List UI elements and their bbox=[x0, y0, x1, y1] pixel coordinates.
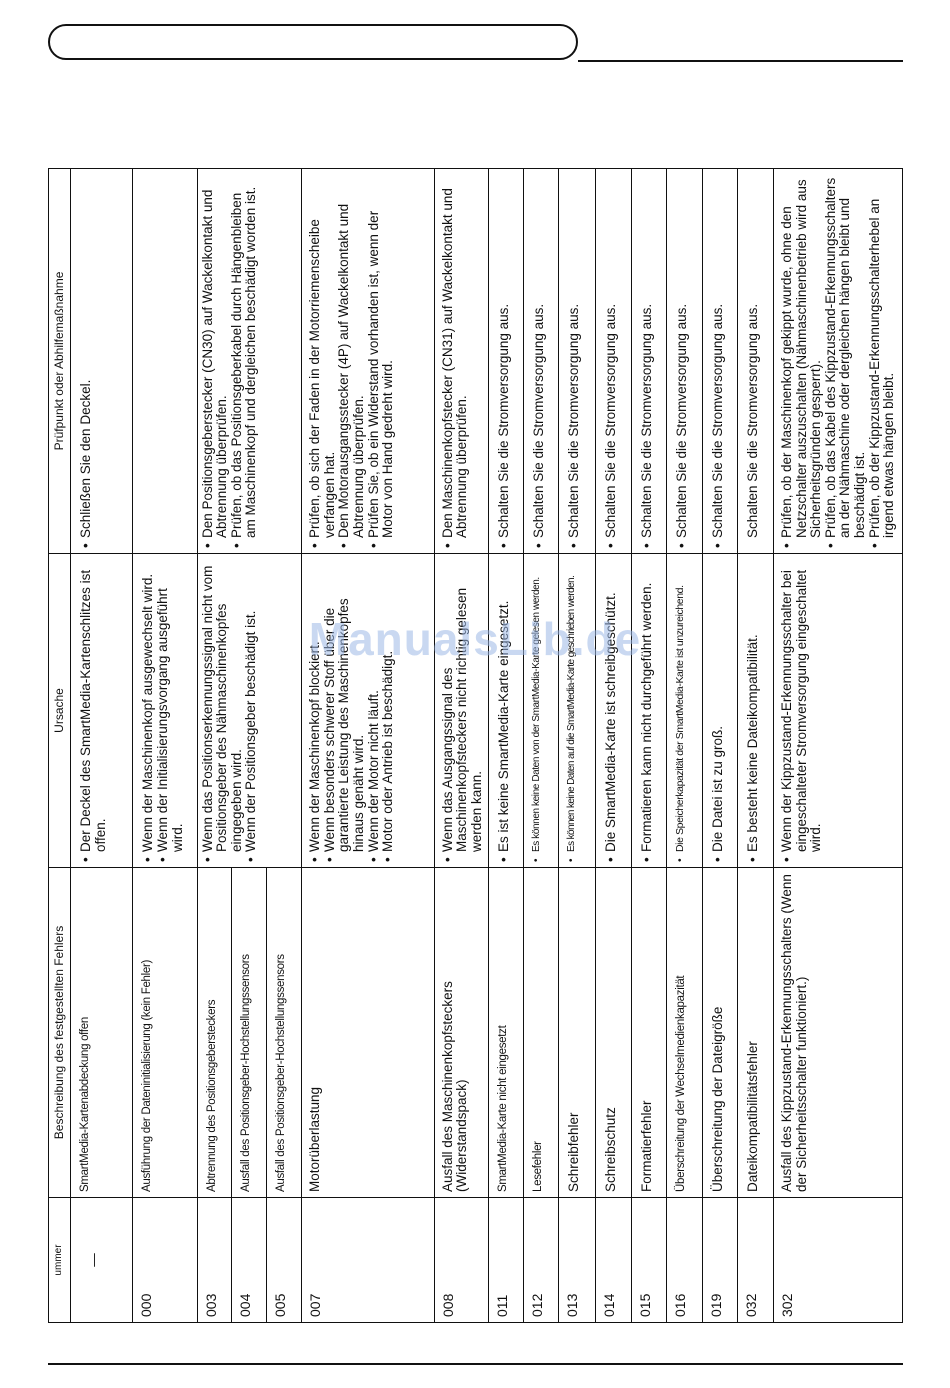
header-pruefpunkt: Prüfpunkt oder Abhilfemaßnahme bbox=[49, 169, 71, 554]
error-remedy: • Schalten Sie die Stromversorgung aus. bbox=[523, 169, 559, 554]
table-row bbox=[434, 169, 489, 1323]
table-row bbox=[667, 169, 703, 1323]
error-description: Schreibschutz bbox=[596, 868, 632, 1198]
error-remedy: • Schalten Sie die Stromversorgung aus. bbox=[631, 169, 667, 554]
error-cause: • Es können keine Daten von der SmartMedia-Karte gelesen werden. bbox=[523, 554, 559, 868]
error-description: SmartMedia-Karte nicht eingesetzt bbox=[489, 868, 524, 1198]
error-number: 032 bbox=[738, 1198, 774, 1323]
error-description: Lesefehler bbox=[523, 868, 559, 1198]
table-row bbox=[559, 169, 596, 1323]
header-nummer: ummer bbox=[49, 1198, 71, 1323]
error-remedy: • Schalten Sie die Stromversorgung aus. bbox=[559, 169, 596, 554]
error-remedy: • Den Positionsgeberstecker (CN30) auf Wackelkontakt und Abtrennung überprüfen. • Prüfen, ob das Positionsgeberkabel durch Hängenbleiben am Maschinenkopf und dergleichen beschädigt worden ist. bbox=[197, 169, 302, 554]
error-description: Ausfall des Maschinenkopfsteckers (Widerstandspack) bbox=[434, 868, 489, 1198]
error-remedy: Schalten Sie die Stromversorgung aus. bbox=[738, 169, 774, 554]
error-description: Ausfall des Positionsgeber-Hochstellungssensors bbox=[266, 868, 302, 1198]
error-description: Ausfall des Kippzustand-Erkennungsschalters (Wenn der Sicherheitsschalter funktioniert.) bbox=[774, 868, 903, 1198]
error-cause: • Die SmartMedia-Karte ist schreibgeschützt. bbox=[596, 554, 632, 868]
error-cause: • Die Speicherkapazität der SmartMedia-Karte ist unzureichend. bbox=[667, 554, 703, 868]
error-description: Motorüberlastung bbox=[302, 868, 434, 1198]
error-cause: • Wenn der Maschinenkopf ausgewechselt wird. • Wenn der Initialisierungsvorgang ausgeführt wird. bbox=[133, 554, 197, 868]
error-cause: • Es besteht keine Dateikompatibilität. bbox=[738, 554, 774, 868]
table-row bbox=[133, 169, 197, 1323]
error-number: 012 bbox=[523, 1198, 559, 1323]
error-remedy: • Den Maschinenkopfstecker (CN31) auf Wackelkontakt und Abtrennung überprüfen. bbox=[434, 169, 489, 554]
table-row bbox=[702, 169, 738, 1323]
error-description: Formatierfehler bbox=[631, 868, 667, 1198]
error-description: Dateikompatibilitätsfehler bbox=[738, 868, 774, 1198]
error-cause: • Der Deckel des SmartMedia-Kartenschlitzes ist offen. bbox=[71, 554, 133, 868]
error-description: Ausführung der Dateninitialisierung (kein Fehler) bbox=[133, 868, 197, 1198]
error-description: Überschreitung der Dateigröße bbox=[702, 868, 738, 1198]
error-remedy: • Schalten Sie die Stromversorgung aus. bbox=[667, 169, 703, 554]
error-cause: • Wenn der Maschinenkopf blockiert. • Wenn besonders schwerer Stoff über die garantierte Leistung des Maschinenkopfes hinaus genäht wird. • Wenn der Motor nicht läuft. • Motor oder Antrieb ist beschädigt. bbox=[302, 554, 434, 868]
page-header-box bbox=[48, 24, 578, 60]
error-code-table-rotated bbox=[48, 169, 903, 1323]
error-remedy: • Schalten Sie die Stromversorgung aus. bbox=[596, 169, 632, 554]
table-row bbox=[596, 169, 632, 1323]
error-number: 005 bbox=[266, 1198, 302, 1323]
error-description: Ausfall des Positionsgeber-Hochstellungssensors bbox=[232, 868, 267, 1198]
error-cause: • Formatieren kann nicht durchgeführt werden. bbox=[631, 554, 667, 868]
error-cause: • Es ist keine SmartMedia-Karte eingesetzt. bbox=[489, 554, 524, 868]
error-number: 015 bbox=[631, 1198, 667, 1323]
header-ursache: Ursache bbox=[49, 554, 71, 868]
error-number: 011 bbox=[489, 1198, 524, 1323]
error-remedy: • Prüfen, ob sich der Faden in der Motorriemenscheibe verfangen hat. • Den Motorausgangsstecker (4P) auf Wackelkontakt und Abtrennung überprüfen. • Prüfen Sie, ob ein Widerstand vorhanden ist, wenn der Motor von Hand gedreht wird. bbox=[302, 169, 434, 554]
error-description: Abtrennung des Positionsgebersteckers bbox=[197, 868, 232, 1198]
error-number: 302 bbox=[774, 1198, 903, 1323]
table-row bbox=[738, 169, 774, 1323]
error-number: 007 bbox=[302, 1198, 434, 1323]
error-cause: • Wenn das Positionserkennungssignal nicht vom Positionsgeber des Nähmaschinenkopfes eingegeben wird. • Wenn der Positionsgeber beschädigt ist. bbox=[197, 554, 302, 868]
footer-rule bbox=[48, 1363, 903, 1365]
error-remedy: • Prüfen, ob der Maschinenkopf gekippt wurde, ohne den Netzschalter auszuschalten (Nähmaschinenbetrieb wird aus Sicherheitsgründen gesperrt). • Prüfen, ob das Kabel des Kippzustand-Erkennungsschalters an der Nähmaschine oder dergleichen hängen bleibt und beschädigt ist. • Prüfen, ob der Kippzustand-Erkennungsschalterhebel an irgend etwas hängen bleibt. bbox=[774, 169, 903, 554]
table-row bbox=[523, 169, 559, 1323]
header-rule bbox=[578, 60, 903, 62]
error-number: — bbox=[71, 1198, 133, 1323]
error-cause: • Es können keine Daten auf die SmartMedia-Karte geschrieben werden. bbox=[559, 554, 596, 868]
table-row bbox=[71, 169, 133, 1323]
error-number: 003 bbox=[197, 1198, 232, 1323]
error-number: 016 bbox=[667, 1198, 703, 1323]
error-description: Überschreitung der Wechselmedienkapazität bbox=[667, 868, 703, 1198]
error-description: Schreibfehler bbox=[559, 868, 596, 1198]
error-number: 019 bbox=[702, 1198, 738, 1323]
error-remedy: • Schließen Sie den Deckel. bbox=[71, 169, 133, 554]
table-row bbox=[302, 169, 434, 1323]
watermark-text: ManualsLib.de bbox=[308, 613, 642, 665]
error-number: 000 bbox=[133, 1198, 197, 1323]
error-number: 004 bbox=[232, 1198, 267, 1323]
table-row bbox=[489, 169, 524, 1323]
table-row bbox=[197, 169, 232, 1323]
table-row bbox=[774, 169, 903, 1323]
error-remedy: • Schalten Sie die Stromversorgung aus. bbox=[702, 169, 738, 554]
error-code-table bbox=[48, 168, 903, 1323]
error-description: SmartMedia-Kartenabdeckung offen bbox=[71, 868, 133, 1198]
error-number: 013 bbox=[559, 1198, 596, 1323]
error-remedy bbox=[133, 169, 197, 554]
error-remedy: • Schalten Sie die Stromversorgung aus. bbox=[489, 169, 524, 554]
error-cause: • Wenn der Kippzustand-Erkennungsschalter bei eingeschalteter Stromversorgung eingeschaltet wird. bbox=[774, 554, 903, 868]
error-cause: • Wenn das Ausgangssignal des Maschinenkopfsteckers nicht richtig gelesen werden kann. bbox=[434, 554, 489, 868]
header-beschreibung: Beschreibung des festgestellten Fehlers bbox=[49, 868, 71, 1198]
error-number: 014 bbox=[596, 1198, 632, 1323]
error-number: 008 bbox=[434, 1198, 489, 1323]
table-row bbox=[631, 169, 667, 1323]
error-cause: • Die Datei ist zu groß. bbox=[702, 554, 738, 868]
